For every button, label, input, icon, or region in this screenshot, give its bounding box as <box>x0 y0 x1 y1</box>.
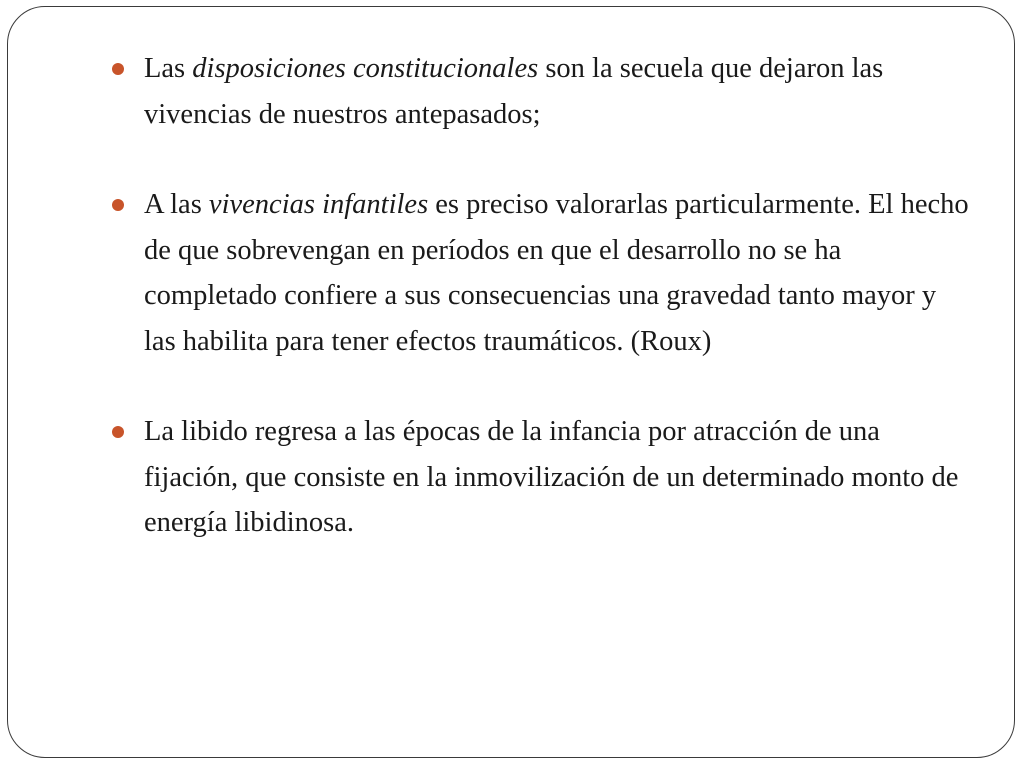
bullet-text-italic: disposiciones constitucionales <box>192 53 539 84</box>
bullet-item-2 <box>112 182 972 364</box>
bullet-dot-icon <box>112 199 124 211</box>
bullet-text-2 <box>144 189 969 357</box>
bullet-text-plain: es preciso valorarlas particularmente. El hecho de que sobrevengan en períodos en que el desarrollo no se ha completado confiere a sus consecuencias una gravedad tanto mayor y las habilita para tener efectos traumáticos. (Roux) <box>144 189 969 357</box>
bullet-item-1 <box>112 46 972 137</box>
bullet-item-3 <box>112 409 972 546</box>
bullet-text-1 <box>144 53 883 130</box>
slide-content <box>112 46 972 591</box>
bullet-text-3 <box>144 416 958 538</box>
bullet-text-plain: Las <box>144 53 193 84</box>
bullet-text-italic: vivencias infantiles <box>208 189 429 220</box>
bullet-text-plain: La libido regresa a las épocas de la infancia por atracción de una fijación, que consiste en la inmovilización de un determinado monto de energía libidinosa. <box>144 416 959 538</box>
bullet-dot-icon <box>112 63 124 75</box>
bullet-dot-icon <box>112 426 124 438</box>
bullet-text-plain: A las <box>144 189 209 220</box>
bullet-list <box>112 46 972 546</box>
bullet-text-plain: son la secuela que dejaron las vivencias de nuestros antepasados; <box>144 53 884 130</box>
